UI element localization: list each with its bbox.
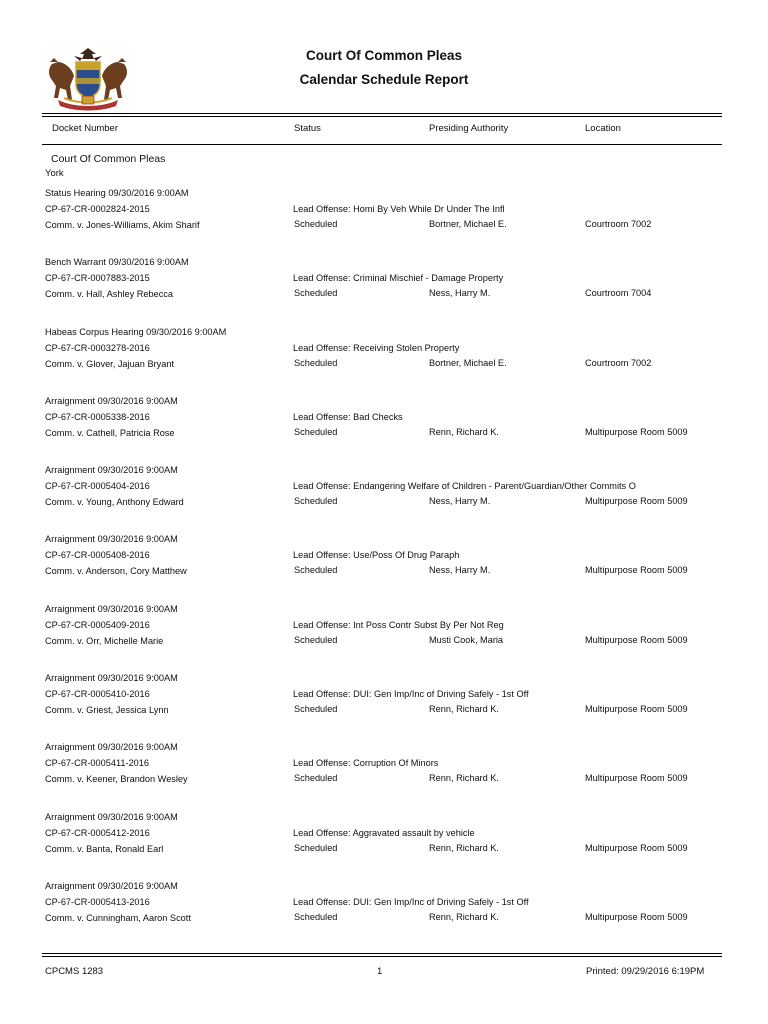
entry-location: Multipurpose Room 5009 <box>585 496 688 507</box>
case-caption: Comm. v. Glover, Jajuan Bryant <box>45 358 175 369</box>
lead-offense: Lead Offense: Endangering Welfare of Children - Parent/Guardian/Other Commits O <box>293 481 636 492</box>
entry-status: Scheduled <box>294 288 338 299</box>
entry-location: Courtroom 7004 <box>585 288 652 299</box>
presiding-authority: Renn, Richard K. <box>429 426 499 437</box>
lead-offense: Lead Offense: Int Poss Contr Subst By Per Not Reg <box>293 619 504 630</box>
presiding-authority: Ness, Harry M. <box>429 565 491 576</box>
presiding-authority: Ness, Harry M. <box>429 288 491 299</box>
case-caption: Comm. v. Banta, Ronald Earl <box>45 843 164 854</box>
schedule-entry <box>0 671 768 740</box>
case-caption: Comm. v. Orr, Michelle Marie <box>45 635 164 646</box>
lead-offense: Lead Offense: DUI: Gen Imp/Inc of Driving Safely - 1st Off <box>293 896 529 907</box>
entry-location: Courtroom 7002 <box>585 219 652 229</box>
docket-number: CP-67-CR-0005409-2016 <box>45 619 150 630</box>
presiding-authority: Bortner, Michael E. <box>429 357 507 368</box>
presiding-authority: Renn, Richard K. <box>429 911 499 922</box>
lead-offense: Lead Offense: Criminal Mischief - Damage Property <box>293 273 504 284</box>
entry-location: Multipurpose Room 5009 <box>585 773 688 784</box>
lead-offense: Lead Offense: Homi By Veh While Dr Under The Infl <box>293 204 505 214</box>
county-name: York <box>45 168 64 179</box>
hearing-type-datetime: Arraignment 09/30/2016 9:00AM <box>45 534 178 545</box>
case-caption: Comm. v. Cunningham, Aaron Scott <box>45 912 191 923</box>
schedule-entry <box>0 255 768 324</box>
docket-number: CP-67-CR-0005408-2016 <box>45 550 150 561</box>
form-id: CPCMS 1283 <box>45 966 104 977</box>
case-caption: Comm. v. Keener, Brandon Wesley <box>45 774 188 785</box>
hearing-type-datetime: Arraignment 09/30/2016 9:00AM <box>45 603 178 614</box>
schedule-entry <box>0 879 768 948</box>
case-caption: Comm. v. Young, Anthony Edward <box>45 497 184 508</box>
court-group-title: Court Of Common Pleas <box>51 153 166 165</box>
presiding-authority: Bortner, Michael E. <box>429 219 507 229</box>
column-header-authority: Presiding Authority <box>429 123 509 134</box>
case-caption: Comm. v. Jones-Williams, Akim Sharif <box>45 220 200 230</box>
column-header-docket: Docket Number <box>52 123 118 134</box>
entry-status: Scheduled <box>294 496 338 507</box>
presiding-authority: Renn, Richard K. <box>429 704 499 715</box>
entry-status: Scheduled <box>294 634 338 645</box>
column-header-status: Status <box>294 123 321 134</box>
hearing-type-datetime: Habeas Corpus Hearing 09/30/2016 9:00AM <box>45 326 227 337</box>
docket-number: CP-67-CR-0007883-2015 <box>45 273 150 284</box>
case-caption: Comm. v. Anderson, Cory Matthew <box>45 566 187 577</box>
entry-status: Scheduled <box>294 773 338 784</box>
entry-status: Scheduled <box>294 565 338 576</box>
entry-status: Scheduled <box>294 911 338 922</box>
presiding-authority: Renn, Richard K. <box>429 842 499 853</box>
docket-number: CP-67-CR-0003278-2016 <box>45 342 150 353</box>
case-caption: Comm. v. Hall, Ashley Rebecca <box>45 289 173 300</box>
entry-status: Scheduled <box>294 219 338 229</box>
entry-location: Multipurpose Room 5009 <box>585 565 688 576</box>
schedule-entry <box>0 463 768 532</box>
entry-status: Scheduled <box>294 704 338 715</box>
hearing-type-datetime: Arraignment 09/30/2016 9:00AM <box>45 673 178 684</box>
entry-status: Scheduled <box>294 357 338 368</box>
schedule-entry <box>0 740 768 809</box>
entry-location: Multipurpose Room 5009 <box>585 842 688 853</box>
hearing-type-datetime: Arraignment 09/30/2016 9:00AM <box>45 880 178 891</box>
hearing-type-datetime: Arraignment 09/30/2016 9:00AM <box>45 465 178 476</box>
page-number: 1 <box>377 966 383 977</box>
column-header-rule <box>42 144 722 145</box>
docket-number: CP-67-CR-0005410-2016 <box>45 689 150 700</box>
entry-location: Multipurpose Room 5009 <box>585 426 688 437</box>
presiding-authority: Ness, Harry M. <box>429 496 491 507</box>
entry-location: Multipurpose Room 5009 <box>585 704 688 715</box>
column-header-location: Location <box>585 123 621 134</box>
entry-status: Scheduled <box>294 842 338 853</box>
header-top-rule <box>42 113 722 114</box>
docket-number: CP-67-CR-0005338-2016 <box>45 411 150 422</box>
hearing-type-datetime: Arraignment 09/30/2016 9:00AM <box>45 811 178 822</box>
entry-location: Courtroom 7002 <box>585 357 652 368</box>
docket-number: CP-67-CR-0005412-2016 <box>45 827 150 838</box>
schedule-entry <box>0 325 768 394</box>
hearing-type-datetime: Bench Warrant 09/30/2016 9:00AM <box>45 257 189 268</box>
lead-offense: Lead Offense: Use/Poss Of Drug Paraph <box>293 550 460 561</box>
report-court-title: Court Of Common Pleas <box>305 48 462 63</box>
schedule-entry <box>0 602 768 671</box>
lead-offense: Lead Offense: Receiving Stolen Property <box>293 342 460 353</box>
docket-number: CP-67-CR-0002824-2015 <box>45 204 150 214</box>
docket-number: CP-67-CR-0005411-2016 <box>45 758 150 769</box>
printed-timestamp: Printed: 09/29/2016 6:19PM <box>586 966 705 977</box>
lead-offense: Lead Offense: Corruption Of Minors <box>293 758 439 769</box>
schedule-entry <box>0 532 768 601</box>
hearing-type-datetime: Arraignment 09/30/2016 9:00AM <box>45 742 178 753</box>
report-subtitle: Calendar Schedule Report <box>299 72 469 87</box>
docket-number: CP-67-CR-0005404-2016 <box>45 481 150 492</box>
presiding-authority: Renn, Richard K. <box>429 773 499 784</box>
schedule-entry <box>0 810 768 879</box>
schedule-entry <box>0 394 768 463</box>
entry-location: Multipurpose Room 5009 <box>585 911 688 922</box>
presiding-authority: Musti Cook, Maria <box>429 634 504 645</box>
entry-location: Multipurpose Room 5009 <box>585 634 688 645</box>
case-caption: Comm. v. Cathell, Patricia Rose <box>45 427 175 438</box>
footer-rule <box>42 953 722 954</box>
lead-offense: Lead Offense: DUI: Gen Imp/Inc of Driving Safely - 1st Off <box>293 689 529 700</box>
hearing-type-datetime: Arraignment 09/30/2016 9:00AM <box>45 395 178 406</box>
docket-number: CP-67-CR-0005413-2016 <box>45 896 150 907</box>
entry-status: Scheduled <box>294 426 338 437</box>
footer-rule-2 <box>42 956 722 957</box>
schedule-entry <box>0 186 768 255</box>
lead-offense: Lead Offense: Bad Checks <box>293 411 403 422</box>
hearing-type-datetime: Status Hearing 09/30/2016 9:00AM <box>45 188 189 198</box>
schedule-list <box>0 186 768 948</box>
header-top-rule-2 <box>42 116 722 117</box>
case-caption: Comm. v. Griest, Jessica Lynn <box>45 705 169 716</box>
lead-offense: Lead Offense: Aggravated assault by vehicle <box>293 827 475 838</box>
